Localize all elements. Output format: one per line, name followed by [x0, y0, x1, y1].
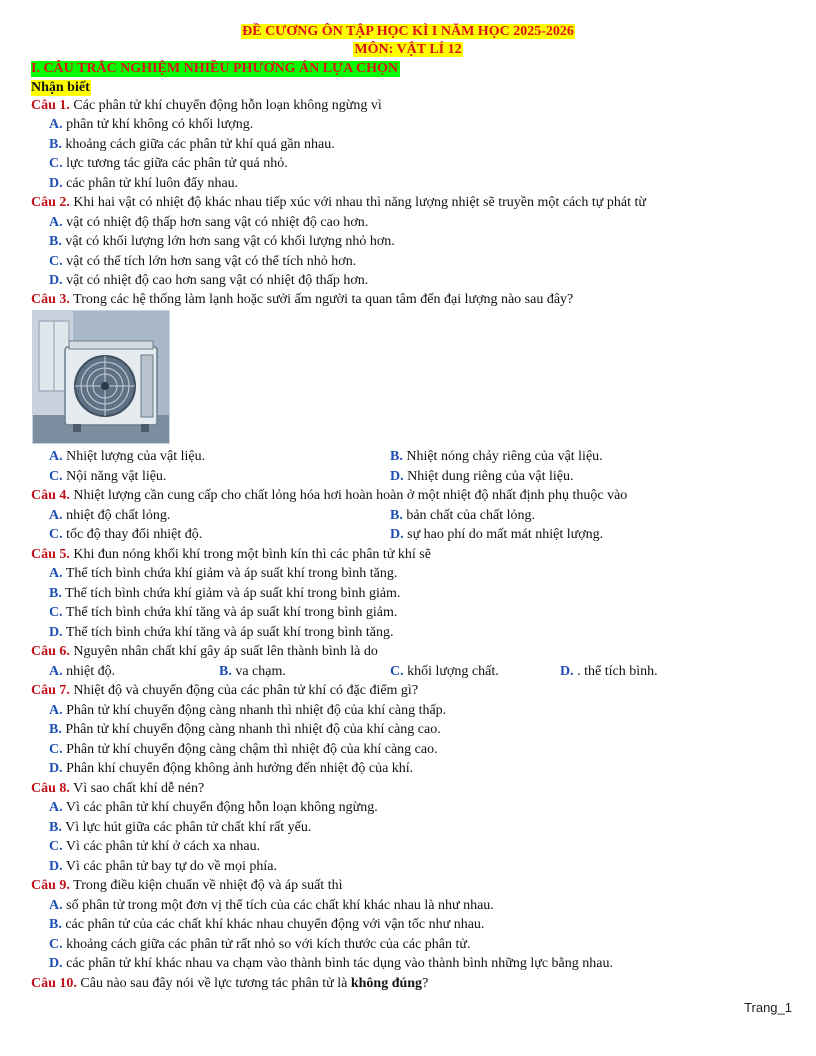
level-heading: Nhận biết	[31, 80, 90, 95]
option-3c: C. Nội năng vật liệu.	[49, 469, 167, 484]
option-6c: C. khối lượng chất.	[390, 664, 499, 679]
option-6a: A. nhiệt độ.	[49, 664, 116, 679]
option-2a: A. vật có nhiệt độ thấp hơn sang vật có nhiệt độ cao hơn.	[49, 215, 369, 230]
option-1b: B. khoảng cách giữa các phân tử khí quá gần nhau.	[49, 137, 335, 152]
option-7c: C. Phân tử khí chuyển động càng chậm thì nhiệt độ của khí càng cao.	[49, 742, 438, 757]
air-conditioner-illustration	[33, 311, 170, 444]
option-5b: B. Thể tích bình chứa khí giảm và áp suất khí trong bình giảm.	[49, 586, 401, 601]
document-title: ĐỀ CƯƠNG ÔN TẬP HỌC KÌ I NĂM HỌC 2025-2026	[242, 24, 574, 39]
option-4d: D. sự hao phí do mất mát nhiệt lượng.	[390, 527, 604, 542]
emphasis-text: không đúng	[350, 976, 423, 991]
question-8: Câu 8. Vì sao chất khí dễ nén?	[31, 781, 205, 796]
air-conditioner-image	[32, 310, 170, 444]
option-5c: C. Thể tích bình chứa khí tăng và áp suất khí trong bình giảm.	[49, 605, 398, 620]
option-7b: B. Phân tử khí chuyển động càng nhanh thì nhiệt độ của khí càng cao.	[49, 722, 441, 737]
question-7: Câu 7. Nhiệt độ và chuyển động của các phân tử khí có đặc điểm gì?	[31, 683, 419, 698]
option-1a: A. phân tử khí không có khối lượng.	[49, 117, 254, 132]
option-4b: B. bản chất của chất lỏng.	[390, 508, 536, 523]
option-7d: D. Phân khí chuyển động không ảnh hưởng đến nhiệt độ của khí.	[49, 761, 414, 776]
question-10: Câu 10. Câu nào sau đây nói về lực tương tác phân tử là không đúng?	[31, 976, 429, 991]
option-9d: D. các phân tử khí khác nhau va chạm vào thành bình tác dụng vào thành bình những lực bằng nhau.	[49, 956, 613, 971]
option-8b: B. Vì lực hút giữa các phân tử chất khí rất yếu.	[49, 820, 312, 835]
option-3a: A. Nhiệt lượng của vật liệu.	[49, 449, 206, 464]
option-3b: B. Nhiệt nóng chảy riêng của vật liệu.	[390, 449, 603, 464]
option-7a: A. Phân tử khí chuyển động càng nhanh thì nhiệt độ của khí càng thấp.	[49, 703, 447, 718]
option-2b: B. vật có khối lượng lớn hơn sang vật có khối lượng nhỏ hơn.	[49, 234, 395, 249]
question-2: Câu 2. Khi hai vật có nhiệt độ khác nhau tiếp xúc với nhau thì năng lượng nhiệt sẽ truyền một cách tự phát từ	[31, 195, 646, 210]
option-5d: D. Thể tích bình chứa khí tăng và áp suất khí trong bình tăng.	[49, 625, 394, 640]
option-8d: D. Vì các phân tử bay tự do về mọi phía.	[49, 859, 277, 874]
subject-title: MÔN: VẬT LÍ 12	[354, 42, 462, 57]
question-4: Câu 4. Nhiệt lượng cần cung cấp cho chất lỏng hóa hơi hoàn hoàn ở một nhiệt độ nhất định phụ thuộc vào	[31, 488, 628, 503]
option-9b: B. các phân tử của các chất khí khác nhau chuyển động với vận tốc như nhau.	[49, 917, 485, 932]
question-6: Câu 6. Nguyên nhân chất khí gây áp suất lên thành bình là do	[31, 644, 378, 659]
question-text: Các phân tử khí chuyển động hỗn loạn không ngừng vì	[73, 98, 382, 113]
option-4c: C. tốc độ thay đổi nhiệt độ.	[49, 527, 203, 542]
option-6b: B. va chạm.	[219, 664, 286, 679]
option-9c: C. khoảng cách giữa các phân tử rất nhỏ so với kích thước của các phân tử.	[49, 937, 471, 952]
option-3d: D. Nhiệt dung riêng của vật liệu.	[390, 469, 574, 484]
option-5a: A. Thể tích bình chứa khí giảm và áp suất khí trong bình tăng.	[49, 566, 398, 581]
option-2d: D. vật có nhiệt độ cao hơn sang vật có nhiệt độ thấp hơn.	[49, 273, 369, 288]
option-1d: D. các phân tử khí luôn đẩy nhau.	[49, 176, 239, 191]
option-8a: A. Vì các phân tử khí chuyển động hỗn loạn không ngừng.	[49, 800, 378, 815]
question-1	[31, 98, 382, 114]
option-1c: C. lực tương tác giữa các phân tử quá nhỏ.	[49, 156, 288, 171]
option-9a: A. số phân tử trong một đơn vị thể tích của các chất khí khác nhau là như nhau.	[49, 898, 494, 913]
page-number: Trang_1	[744, 1000, 792, 1015]
option-2c: C. vật có thể tích lớn hơn sang vật có thể tích nhỏ hơn.	[49, 254, 357, 269]
option-8c: C. Vì các phân tử khí ở cách xa nhau.	[49, 839, 261, 854]
option-4a: A. nhiệt độ chất lỏng.	[49, 508, 171, 523]
question-3: Câu 3. Trong các hệ thống làm lạnh hoặc sưởi ấm người ta quan tâm đến đại lượng nào sau đây?	[31, 292, 574, 307]
question-5: Câu 5. Khi đun nóng khối khí trong một bình kín thì các phân tử khí sẽ	[31, 547, 431, 562]
option-6d: D. . thể tích bình.	[560, 664, 658, 679]
question-9: Câu 9. Trong điều kiện chuẩn về nhiệt độ và áp suất thì	[31, 878, 343, 893]
question-number: Câu 1.	[31, 98, 70, 113]
section-heading: I. CÂU TRẮC NGHIỆM NHIỀU PHƯƠNG ÁN LỰA CHỌN	[31, 61, 398, 76]
